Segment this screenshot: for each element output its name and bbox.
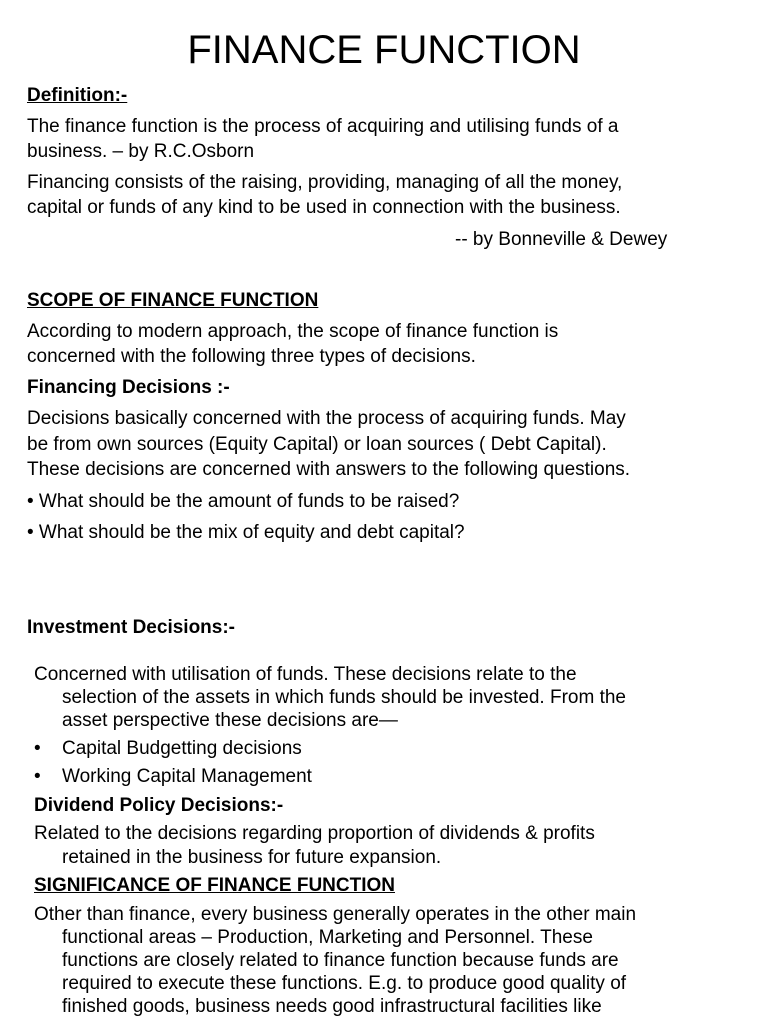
dividend-text-line: Related to the decisions regarding proportion of dividends & profits (34, 823, 595, 844)
scope-heading: SCOPE OF FINANCE FUNCTION (27, 290, 319, 311)
dividend-text-line: retained in the business for future expansion. (62, 847, 442, 868)
scope-text-line: concerned with the following three types of decisions. (27, 346, 476, 367)
significance-text-line: functions are closely related to finance function because funds are (62, 950, 619, 971)
definition-text-line: capital or funds of any kind to be used in connection with the business. (27, 197, 621, 218)
investment-text-line: Concerned with utilisation of funds. These decisions relate to the (34, 664, 577, 685)
financing-text-line: Decisions basically concerned with the process of acquiring funds. May (27, 408, 626, 429)
bullet-icon: • (34, 738, 41, 759)
investment-bullet: Working Capital Management (62, 766, 312, 787)
investment-text-line: selection of the assets in which funds should be invested. From the (62, 687, 626, 708)
investment-text-line: asset perspective these decisions are— (62, 710, 398, 731)
financing-bullet: • What should be the mix of equity and debt capital? (27, 522, 465, 543)
definition-text-line: Financing consists of the raising, providing, managing of all the money, (27, 172, 623, 193)
definition-text-line: The finance function is the process of acquiring and utilising funds of a (27, 116, 619, 137)
investment-heading: Investment Decisions:- (27, 617, 235, 638)
dividend-heading: Dividend Policy Decisions:- (34, 795, 284, 816)
page-title: FINANCE FUNCTION (187, 28, 581, 72)
significance-heading: SIGNIFICANCE OF FINANCE FUNCTION (34, 875, 395, 896)
definition-attribution: -- by Bonneville & Dewey (455, 229, 668, 250)
significance-text-line: required to execute these functions. E.g. to produce good quality of (62, 973, 627, 994)
financing-bullet: • What should be the amount of funds to be raised? (27, 491, 460, 512)
significance-text-line: Other than finance, every business generally operates in the other main (34, 904, 637, 925)
significance-text-line: functional areas – Production, Marketing and Personnel. These (62, 927, 593, 948)
financing-text-line: be from own sources (Equity Capital) or loan sources ( Debt Capital). (27, 434, 607, 455)
bullet-icon: • (34, 766, 41, 787)
definition-heading: Definition:- (27, 85, 128, 106)
investment-bullet: Capital Budgetting decisions (62, 738, 302, 759)
significance-text-line: finished goods, business needs good infrastructural facilities like (62, 996, 602, 1017)
scope-text-line: According to modern approach, the scope of finance function is (27, 321, 559, 342)
financing-heading: Financing Decisions :- (27, 377, 230, 398)
definition-text-line: business. – by R.C.Osborn (27, 141, 255, 162)
financing-text-line: These decisions are concerned with answers to the following questions. (27, 459, 631, 480)
